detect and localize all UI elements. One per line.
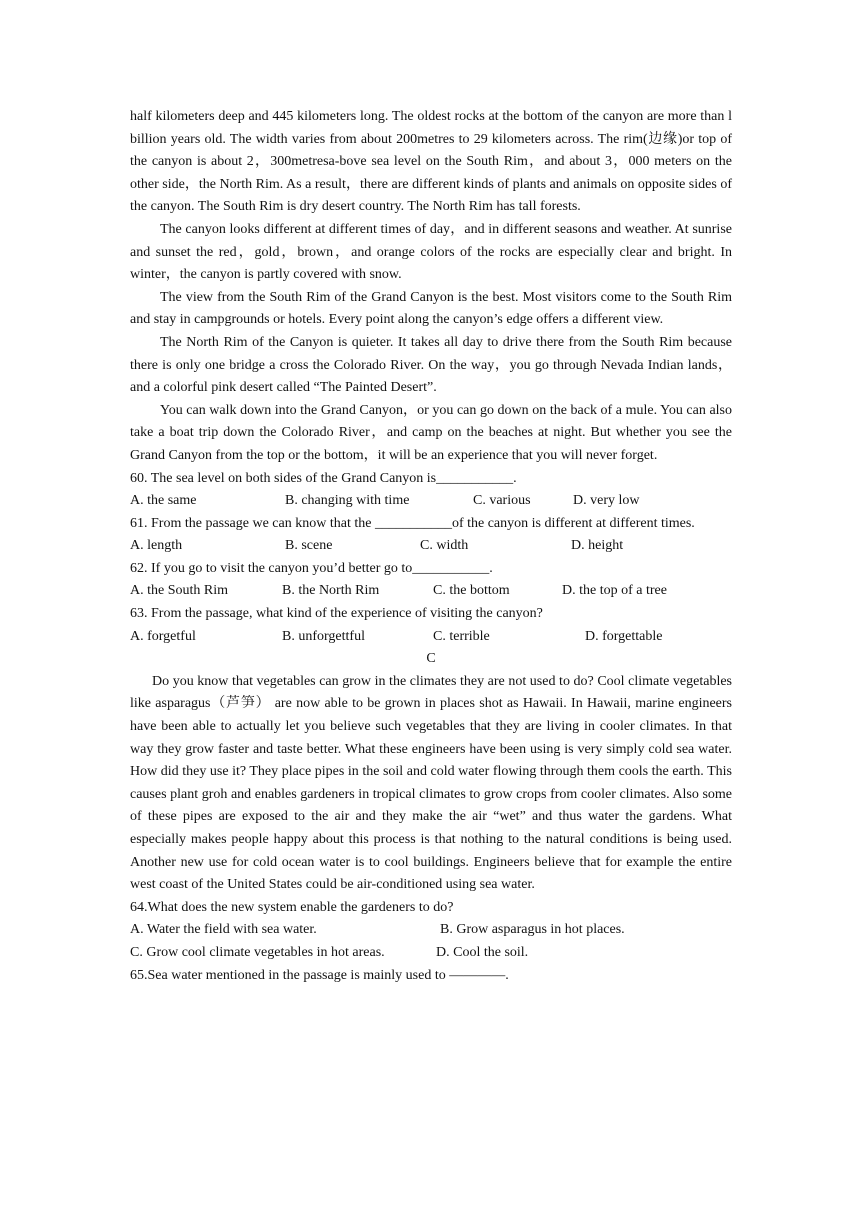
passage-paragraph: Do you know that vegetables can grow in the climates they are not used to do? Cool climate vegetables like asparagus（芦笋） are now able to be grown in places shot as Hawaii. In Hawaii, marine engineers have been able to actually let you believe such vegetables that they are living in cooler climates. In that way they grow faster and taste better. What these engineers have been using is very simply cold sea water. How did they use it? They place pipes in the soil and cold water flowing through them cools the earth. This causes plant groh and enables gardeners in tropical climates to grow crops from cooler climates. Also some of these pipes are exposed to the air and they make the air “wet” and thus water the gardens. What especially makes people happy about this process is that nothing to the natural conditions is being used. Another new use for cold ocean water is to cool buildings. Engineers believe that for example the entire west coast of the United States could be air-conditioned using sea water. <box>130 673 732 893</box>
answer-options <box>130 535 732 558</box>
option-c: C. Grow cool climate vegetables in hot areas. <box>130 944 385 960</box>
option-b: B. changing with time <box>285 493 410 509</box>
option-c: C. the bottom <box>433 583 510 599</box>
option-b: B. unforgettful <box>282 628 365 644</box>
answer-options <box>130 626 732 649</box>
passage-paragraph: The view from the South Rim of the Grand Canyon is the best. Most visitors come to the South Rim and stay in campgrounds or hotels. Every point along the canyon’s edge offers a different view. <box>130 289 732 328</box>
option-d: D. the top of a tree <box>562 583 667 599</box>
option-b: B. Grow asparagus in hot places. <box>440 922 625 938</box>
option-d: D. forgettable <box>585 628 663 644</box>
question-stem: 60. The sea level on both sides of the Grand Canyon is___________. <box>130 470 517 486</box>
option-c: C. width <box>420 538 469 554</box>
answer-options <box>130 919 732 942</box>
document-page <box>130 106 732 987</box>
answer-options <box>130 490 732 513</box>
option-a: A. forgetful <box>130 628 196 644</box>
option-d: D. very low <box>573 493 640 509</box>
passage-paragraph: You can walk down into the Grand Canyon，or you can go down on the back of a mule. You can also take a boat trip down the Colorado River，and camp on the beaches at night. But whether you see the Grand Canyon from the top or the bottom，it will be an experience that you will never forget. <box>130 402 732 463</box>
question-stem: 61. From the passage we can know that the ___________of the canyon is different at different times. <box>130 515 695 531</box>
question-stem: 62. If you go to visit the canyon you’d better go to___________. <box>130 560 493 576</box>
option-a: A. the South Rim <box>130 583 229 599</box>
option-c: C. various <box>473 493 531 509</box>
option-a: A. Water the field with sea water. <box>130 922 317 938</box>
option-a: A. the same <box>130 493 197 509</box>
passage-paragraph: half kilometers deep and 445 kilometers long. The oldest rocks at the bottom of the canyon are more than l billion years old. The width varies from about 200metres to 29 kilometers across. The rim(边缘)or top of the canyon is about 2，300metresa-bove sea level on the South Rim，and about 3，000 meters on the other side，the North Rim. As a result，there are different kinds of plants and animals on opposite sides of the canyon. The South Rim is dry desert country. The North Rim has tall forests. <box>130 109 732 215</box>
question-stem: 65.Sea water mentioned in the passage is mainly used to ————. <box>130 967 509 983</box>
passage-paragraph: The North Rim of the Canyon is quieter. It takes all day to drive there from the South Rim because there is only one bridge a cross the Colorado River. On the way，you go through Nevada Indian lands，and a colorful pink desert called “The Painted Desert”. <box>130 334 732 396</box>
option-c: C. terrible <box>433 628 490 644</box>
answer-options <box>130 942 732 965</box>
option-d: D. height <box>571 538 624 554</box>
passage-paragraph: The canyon looks different at different times of day，and in different seasons and weather. At sunrise and sunset the red，gold，brown，and orange colors of the rocks are especially clear and bright. In winter，the canyon is partly covered with snow. <box>130 221 732 283</box>
question-stem: 64.What does the new system enable the gardeners to do? <box>130 899 454 915</box>
option-b: B. scene <box>285 538 333 554</box>
question-stem: 63. From the passage, what kind of the experience of visiting the canyon? <box>130 606 543 622</box>
answer-options <box>130 580 732 603</box>
option-d: D. Cool the soil. <box>436 944 529 960</box>
section-heading: C <box>426 651 436 667</box>
option-b: B. the North Rim <box>282 583 380 599</box>
option-a: A. length <box>130 538 183 554</box>
